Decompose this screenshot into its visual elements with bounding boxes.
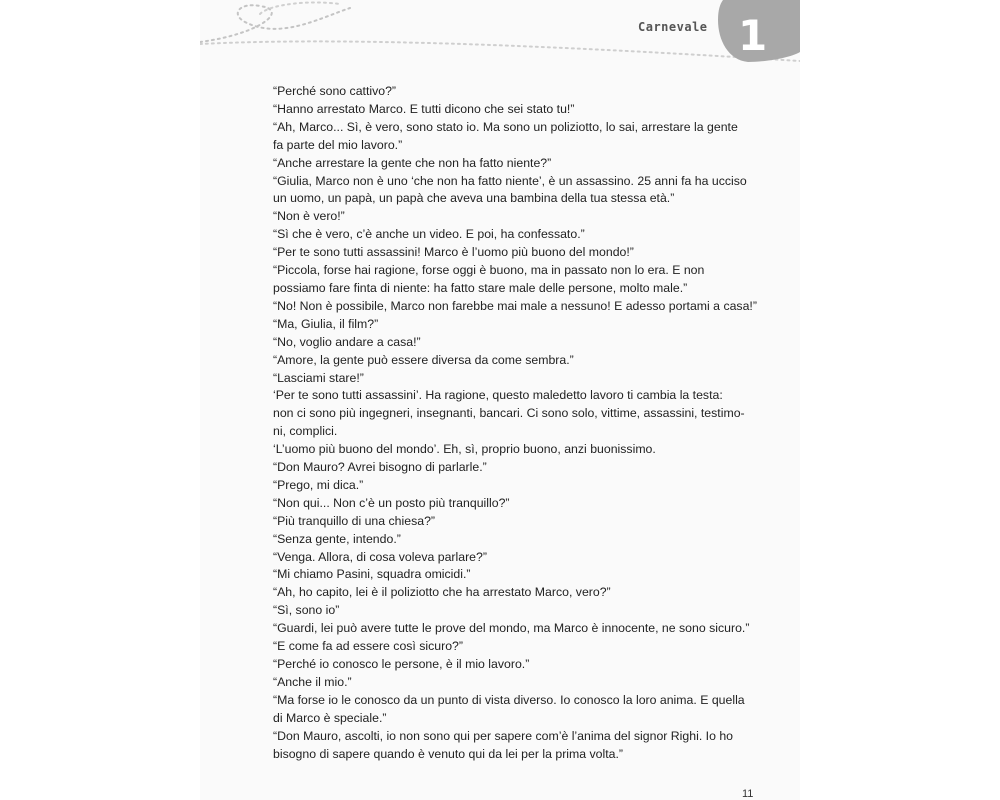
text-line: di Marco è speciale.” bbox=[273, 710, 387, 725]
text-line: “Giulia, Marco non è uno ‘che non ha fatto niente’, è un assassino. 25 anni fa ha ucciso bbox=[273, 173, 747, 188]
text-line: “Amore, la gente può essere diversa da come sembra.” bbox=[273, 352, 574, 367]
text-line: “Mi chiamo Pasini, squadra omicidi.” bbox=[273, 567, 471, 582]
text-line: “Lasciami stare!” bbox=[273, 370, 364, 385]
text-line: possiamo fare finta di niente: ha fatto stare male delle persone, molto male.” bbox=[273, 280, 688, 295]
chapter-number: 1 bbox=[738, 11, 768, 60]
text-line: “Ma forse io le conosco da un punto di vista diverso. Io conosco la loro anima. E quella bbox=[273, 692, 745, 707]
text-line: “E come fa ad essere così sicuro?” bbox=[273, 639, 463, 654]
text-line: “Guardi, lei può avere tutte le prove del mondo, ma Marco è innocente, ne sono sicuro.” bbox=[273, 621, 750, 636]
text-line: “Perché sono cattivo?” bbox=[273, 84, 397, 98]
text-line: “Don Mauro? Avrei bisogno di parlarle.” bbox=[273, 460, 487, 475]
text-line: “Anche il mio.” bbox=[273, 674, 352, 689]
text-line: “Non qui... Non c’è un posto più tranquillo?” bbox=[273, 495, 510, 510]
text-line: “Sì, sono io” bbox=[273, 603, 340, 618]
text-line: “No, voglio andare a casa!” bbox=[273, 334, 421, 349]
text-line: ‘Per te sono tutti assassini’. Ha ragione, questo maledetto lavoro ti cambia la testa: bbox=[273, 388, 723, 403]
text-line: “No! Non è possibile, Marco non farebbe mai male a nessuno! E adesso portami a casa!” bbox=[273, 298, 757, 313]
text-line: “Perché io conosco le persone, è il mio lavoro.” bbox=[273, 657, 530, 671]
text-line: non ci sono più ingegneri, insegnanti, bancari. Ci sono solo, vittime, assassini, testimo- bbox=[273, 406, 745, 421]
text-line: ‘L’uomo più buono del mondo’. Eh, sì, proprio buono, anzi buonissimo. bbox=[273, 442, 656, 457]
body-text bbox=[273, 83, 757, 763]
header-decoration bbox=[200, 0, 800, 70]
text-line: ni, complici. bbox=[273, 424, 338, 439]
text-line: un uomo, un papà, un papà che aveva una bambina della tua stessa età.” bbox=[273, 191, 675, 206]
chapter-title: Carnevale bbox=[638, 20, 708, 34]
text-line: “Anche arrestare la gente che non ha fatto niente?” bbox=[273, 155, 552, 170]
text-line: bisogno di sapere quando è venuto qui da lei per la prima volta.” bbox=[273, 746, 624, 761]
text-line: “Non è vero!” bbox=[273, 209, 345, 224]
text-line: “Hanno arrestato Marco. E tutti dicono che sei stato tu!” bbox=[273, 101, 575, 116]
text-line: fa parte del mio lavoro.” bbox=[273, 137, 403, 152]
text-line: “Senza gente, intendo.” bbox=[273, 531, 401, 546]
text-line: “Piccola, forse hai ragione, forse oggi è buono, ma in passato non lo era. E non bbox=[273, 263, 705, 278]
page-number: 11 bbox=[742, 788, 754, 800]
text-line: “Per te sono tutti assassini! Marco è l’uomo più buono del mondo!” bbox=[273, 245, 634, 260]
text-line: “Don Mauro, ascolti, io non sono qui per sapere com’è l’anima del signor Righi. Io ho bbox=[273, 728, 734, 743]
text-line: “Ah, Marco... Sì, è vero, sono stato io. Ma sono un poliziotto, lo sai, arrestare la gente bbox=[273, 119, 738, 134]
text-line: “Ah, ho capito, lei è il poliziotto che ha arrestato Marco, vero?” bbox=[273, 585, 611, 600]
text-line: “Sì che è vero, c’è anche un video. E poi, ha confessato.” bbox=[273, 227, 585, 242]
text-line: “Venga. Allora, di cosa voleva parlare?” bbox=[273, 549, 487, 564]
text-line: “Più tranquillo di una chiesa?” bbox=[273, 513, 436, 528]
text-line: “Ma, Giulia, il film?” bbox=[273, 316, 379, 331]
text-line: “Prego, mi dica.” bbox=[273, 477, 364, 492]
